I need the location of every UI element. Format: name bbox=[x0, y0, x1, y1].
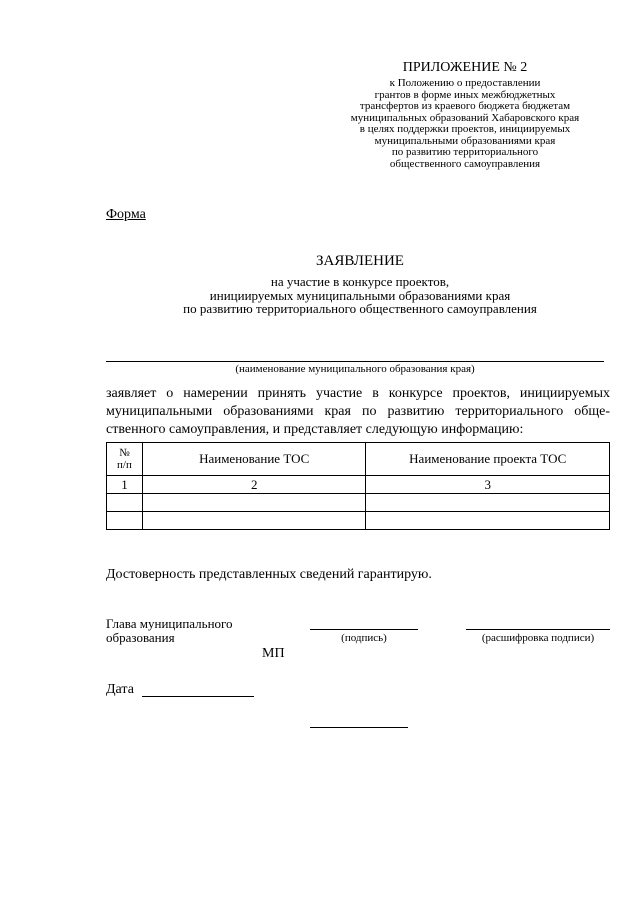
table-cell: 3 bbox=[366, 476, 610, 494]
head-label-line: образования bbox=[106, 630, 175, 645]
municipality-name-line[interactable] bbox=[106, 361, 604, 362]
info-table bbox=[106, 442, 610, 530]
signature-decoding-caption: (расшифровка подписи) bbox=[481, 632, 595, 644]
table-cell[interactable] bbox=[107, 512, 143, 530]
num-header-line: п/п bbox=[117, 459, 132, 471]
date-line[interactable] bbox=[142, 696, 254, 697]
signature-decoding-line[interactable] bbox=[466, 629, 610, 630]
body-line: муниципальными образованиями края по развитию территориального обще- bbox=[106, 404, 610, 419]
table-header-num bbox=[107, 443, 143, 476]
appendix-block bbox=[330, 60, 600, 170]
signature-line[interactable] bbox=[310, 629, 418, 630]
stamp-placeholder: МП bbox=[262, 646, 285, 661]
statement-subtitle-line: на участие в конкурсе проектов, bbox=[270, 274, 450, 289]
table-cell[interactable] bbox=[366, 512, 610, 530]
table-header-row bbox=[107, 443, 610, 476]
num-header-line: № bbox=[119, 447, 130, 459]
appendix-line: по развитию территориального bbox=[391, 146, 539, 158]
table-cell: 2 bbox=[142, 476, 366, 494]
table-header-tos-name: Наименование ТОС bbox=[142, 443, 366, 476]
appendix-line: трансфертов из краевого бюджета бюджетам bbox=[359, 100, 571, 112]
table-cell[interactable] bbox=[107, 494, 143, 512]
head-label-line: Глава муниципального bbox=[106, 616, 233, 631]
appendix-line: общественного самоуправления bbox=[389, 157, 541, 170]
head-of-municipality-label bbox=[106, 617, 233, 645]
statement-subtitle-line: инициируемых муниципальными образованиями края bbox=[209, 287, 511, 303]
table-cell: 1 bbox=[107, 476, 143, 494]
date-label: Дата bbox=[106, 682, 134, 697]
statement-body bbox=[106, 385, 610, 439]
table-index-row bbox=[107, 476, 610, 494]
body-line: ственного самоуправления, и представляет следующую информацию: bbox=[106, 422, 524, 437]
statement-subtitle-line: по развитию территориального общественного самоуправления bbox=[183, 301, 537, 316]
appendix-line: муниципальными образованиями края bbox=[374, 134, 556, 147]
statement-title-block bbox=[110, 252, 610, 316]
form-label: Форма bbox=[106, 207, 146, 222]
appendix-line: в целях поддержки проектов, инициируемых bbox=[359, 123, 571, 135]
body-line: заявляет о намерении принять участие в конкурсе проектов, инициируемых bbox=[106, 386, 610, 401]
signature-caption: (подпись) bbox=[341, 632, 387, 644]
table-row bbox=[107, 494, 610, 512]
table-cell[interactable] bbox=[142, 494, 366, 512]
table-row bbox=[107, 512, 610, 530]
table-cell[interactable] bbox=[366, 494, 610, 512]
statement-title: ЗАЯВЛЕНИЕ bbox=[316, 253, 404, 269]
appendix-title: ПРИЛОЖЕНИЕ № 2 bbox=[402, 60, 528, 75]
guarantee-text: Достоверность представленных сведений гарантирую. bbox=[106, 567, 432, 582]
table-cell[interactable] bbox=[142, 512, 366, 530]
appendix-line: грантов в форме иных межбюджетных bbox=[374, 88, 556, 101]
appendix-line: муниципальных образований Хабаровского края bbox=[350, 111, 580, 124]
municipality-caption: (наименование муниципального образования края) bbox=[235, 363, 475, 375]
table-header-project-name: Наименование проекта ТОС bbox=[366, 443, 610, 476]
appendix-line: к Положению о предоставлении bbox=[389, 77, 541, 89]
bottom-blank-line[interactable] bbox=[310, 727, 408, 728]
